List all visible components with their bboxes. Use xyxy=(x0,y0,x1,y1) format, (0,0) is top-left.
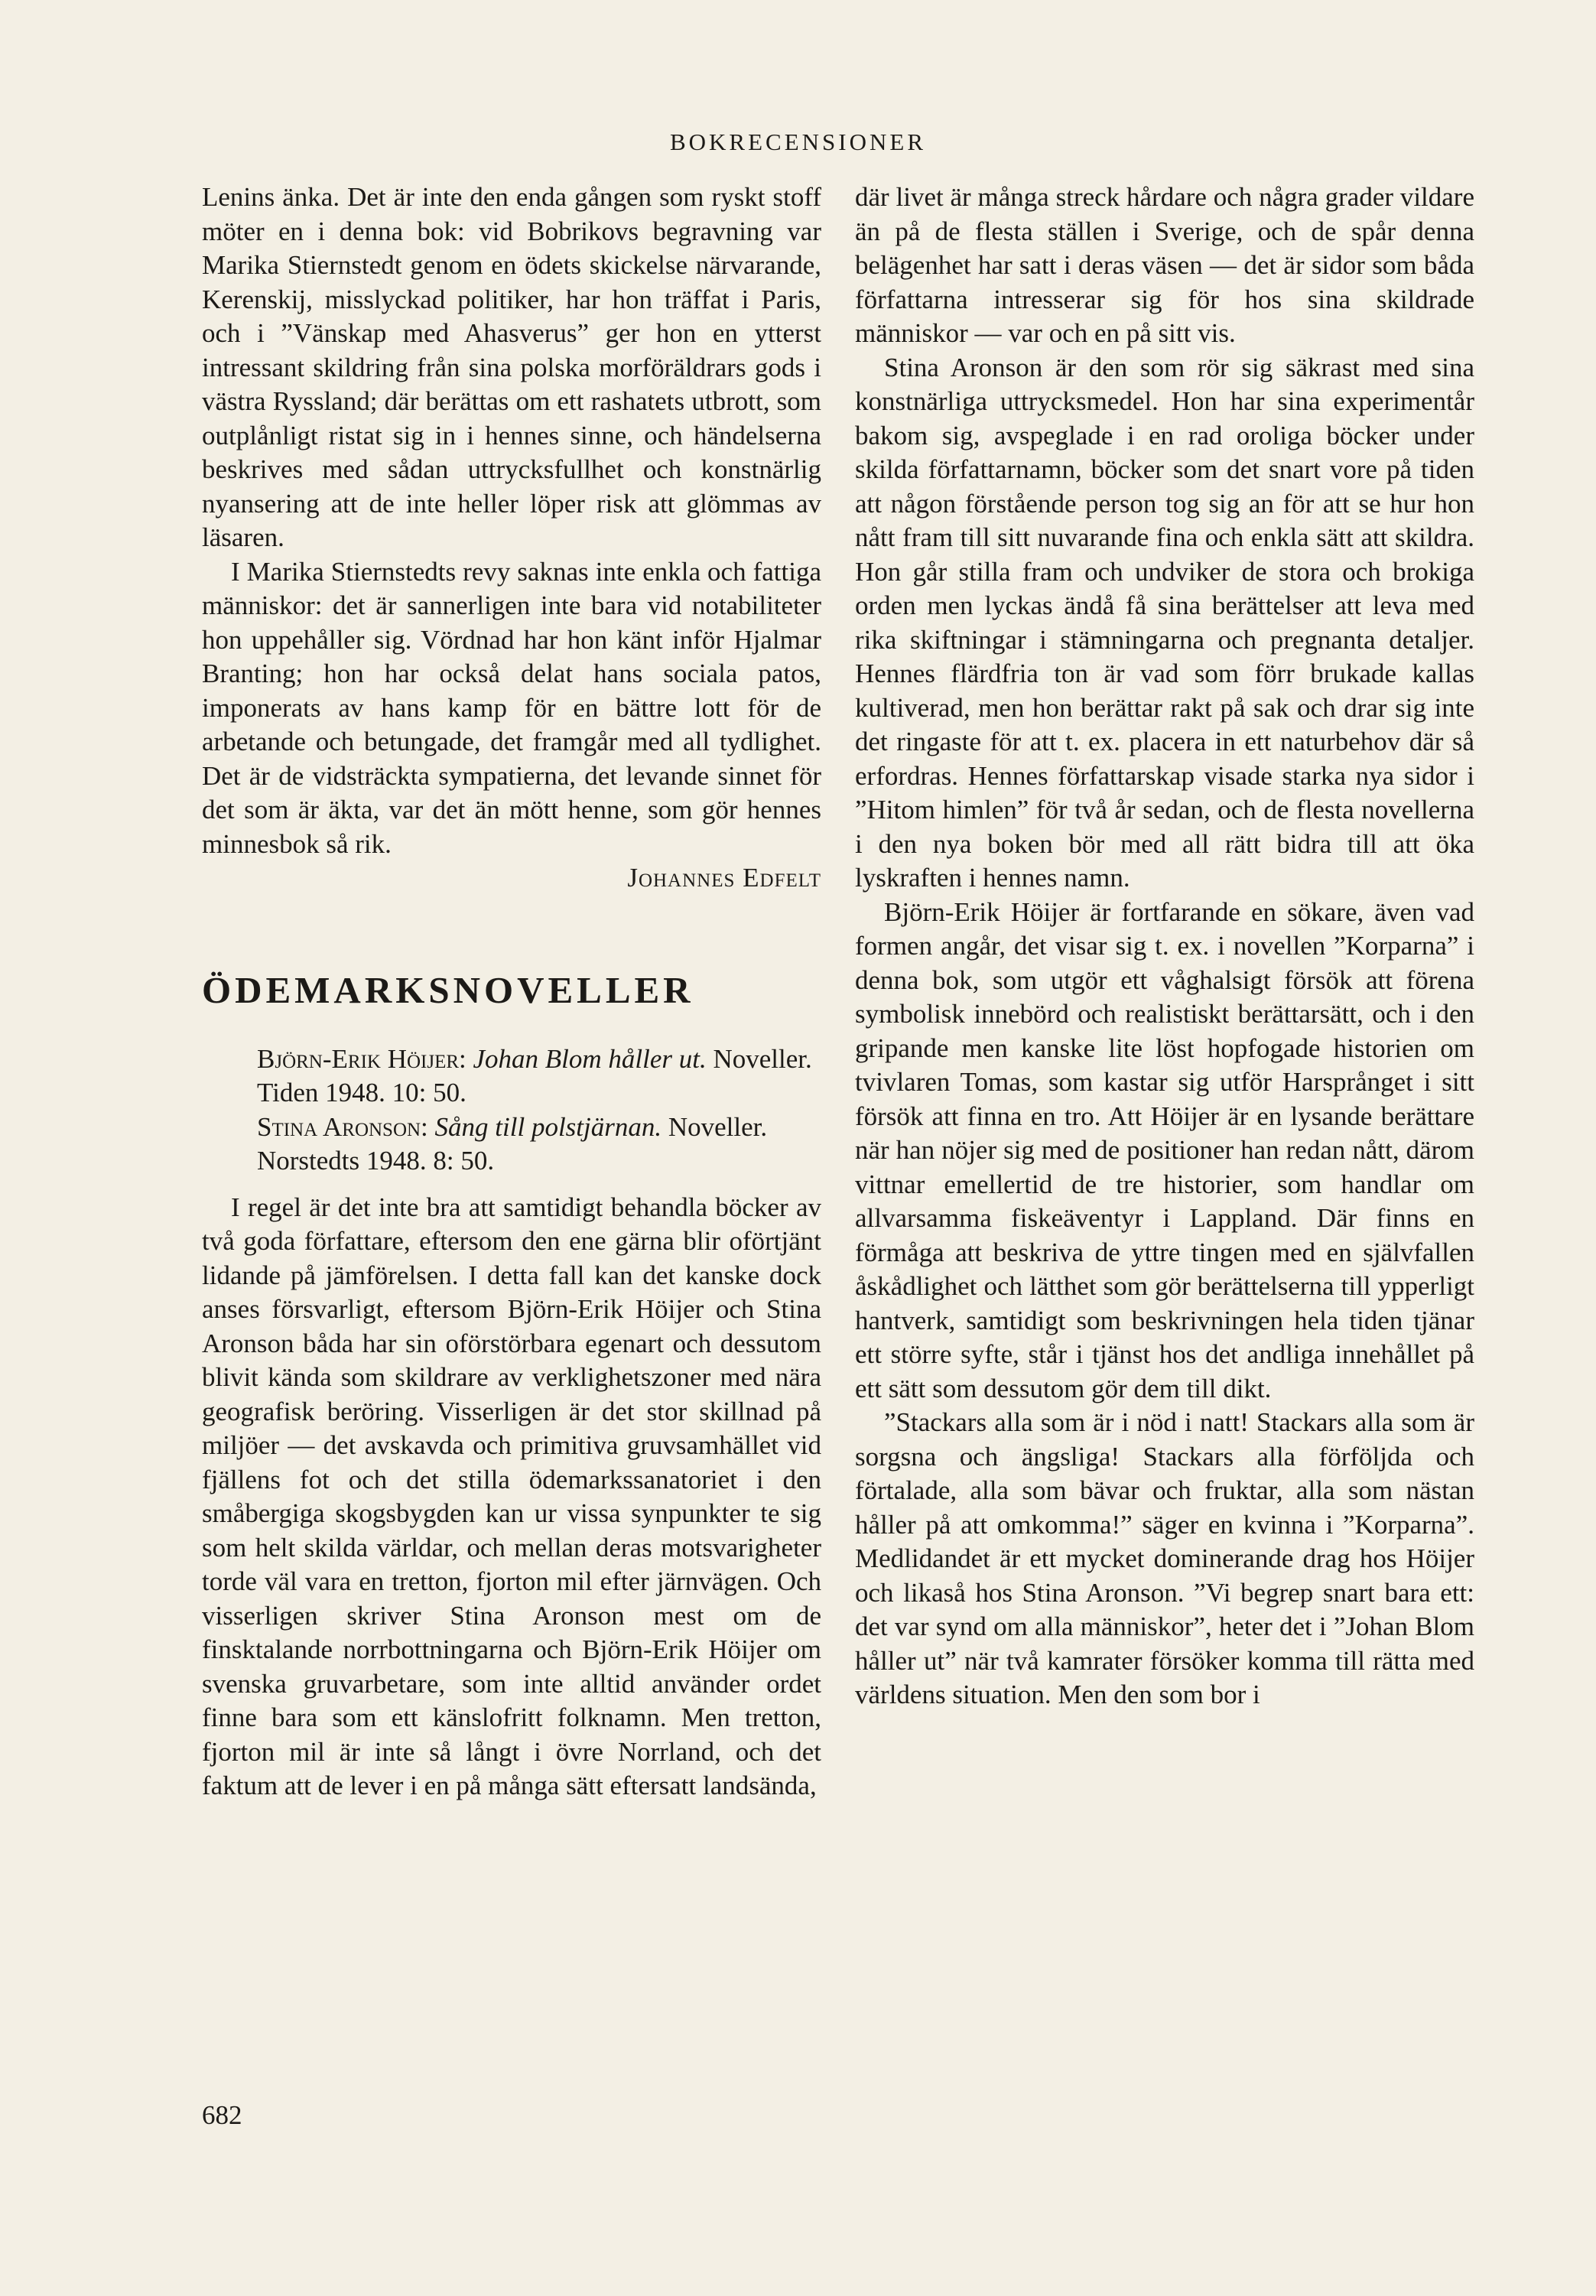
review-paragraph: där livet är många streck hårdare och några grader vildare än på de flesta ställen i Sverige, och de spår denna belägenhet har satt i deras väsen — det är sidor som båda författarna intresserar sig för hos sina skildrade människor — var och en på sitt vis. xyxy=(855,182,1474,348)
review-paragraph: I Marika Stiernstedts revy saknas inte enkla och fattiga människor: det är sannerligen inte bara vid notabiliteter hon uppehåller sig. Vördnad har hon känt inför Hjalmar Branting; hon har också delat hans sociala patos, imponerats av hans kamp för en bättre lott för de arbetande och betungade, det framgår med all tydlighet. Det är de vidsträckta sympatierna, det levande sinnet för det som är äkta, var det än mött henne, som gör hennes minnesbok så rik. xyxy=(202,556,821,859)
bibliography-entry xyxy=(202,1042,821,1111)
bib-book-title: Sång till polstjärnan. xyxy=(434,1111,662,1142)
review-paragraph: Björn-Erik Höijer är fortfarande en sökare, även vad formen angår, det visar sig t. ex. i novellen ”Korparna” i denna bok, som utgör ett våghalsigt försök att förena symbolisk innebörd och realistiskt berättarsätt, och i den gripande men kanske lite löst hopfogade historien om tvivlaren Tomas, som kastar sig utför Harsprånget i sitt försök att finna en tro. Att Höijer är en lysande berättare när han nöjer sig med de positioner han redan nått, därom vittnar emellertid de tre historier, som handlar om allvarsamma fiskeäventyr i Lappland. Där finns en förmåga att beskriva de yttre tingen med en självfallen åskådlighet och lätthet som gör berättelserna till ypperligt hantverk, samtidigt som beskrivningen hela tiden tjänar ett större syfte, står i tjänst hos det andliga innehållet på ett sätt som dessutom gör dem till dikt. xyxy=(855,896,1474,1403)
running-header: BOKRECENSIONER xyxy=(669,128,926,155)
bib-details: Noveller. Tiden 1948. 10: 50. xyxy=(257,1043,812,1107)
bib-author: Stina Aronson: xyxy=(257,1111,428,1142)
review-signature: Johannes Edfelt xyxy=(627,863,821,893)
review-paragraph: Stina Aronson är den som rör sig säkrast med sina konstnärliga uttrycksmedel. Hon har sina experimentår bakom sig, avspeglade i en rad oroliga böcker under skilda författarnamn, böcker som det snart vore på tiden att någon förstående person tog sig an för att se hur hon nått fram till sitt nuvarande fina och enkla sätt att skildra. Hon går stilla fram och undviker de stora och brokiga orden men lyckas ändå få sina berättelser att leva med rika skiftningar i stämningarna och pregnanta detaljer. Hennes flärdfria ton är vad som förr brukade kallas kultiverad, men hon berättar rakt på sak och drar sig inte det ringaste för att t. ex. placera in ett naturbehov där så erfordras. Hennes författarskap visade starka nya sidor i ”Hitom himlen” för två år sedan, och de flesta novellerna i den nya boken bör med all rätt bidra till att öka lyskraften i hennes namn. xyxy=(855,352,1474,893)
right-column xyxy=(855,180,1474,1712)
review-paragraph: Lenins änka. Det är inte den enda gången som ryskt stoff möter en i denna bok: vid Bobrikovs begravning var Marika Stiernstedt genom en ödets skickelse närvarande, Kerenskij, misslyckad politiker, har hon träffat i Paris, och i ”Vänskap med Ahasverus” ger hon en ytterst intressant skildring från sina polska morföräldrars gods i västra Ryssland; där berättas om ett rashatets utbrott, som outplånligt ristat sig in i hennes sinne, och händelserna beskrives med sådan uttrycksfullhet och konstnärlig nyansering att de inte heller löper risk att glömmas av läsaren. xyxy=(202,182,821,552)
bib-details: Noveller. Norstedts 1948. 8: 50. xyxy=(257,1111,768,1176)
bib-book-title: Johan Blom håller ut. xyxy=(473,1043,707,1074)
review-paragraph: I regel är det inte bra att samtidigt behandla böcker av två goda författare, eftersom den ene gärna blir oförtjänt lidande på jämförelsen. I detta fall kan det kanske dock anses försvarligt, eftersom Björn-Erik Höijer och Stina Aronson båda har sin oförstörbara egenart och dessutom blivit kända som skildrare av verklighetszoner med nära geografisk beröring. Visserligen är det stor skillnad på miljöer — det avskavda och primitiva gruvsamhället vid fjällens fot och det stilla ödemarkssanatoriet i den småbergiga skogsbygden kan ur vissa synpunkter te sig som helt skilda världar, och mellan deras motsvarigheter torde väl vara en tretton, fjorton mil efter järnvägen. Och visserligen skriver Stina Aronson mest om de finsktalande norrbottningarna och Björn-Erik Höijer om svenska gruvarbetare, som inte alltid använder ordet finne bara som ett känslofritt folknamn. Men tretton, fjorton mil är inte så långt i övre Norrland, och det faktum att de lever i en på många sätt eftersatt landsända, xyxy=(202,1192,821,1800)
review-paragraph: ”Stackars alla som är i nöd i natt! Stackars alla som är sorgsna och ängsliga! Stackars alla förföljda och förtalade, alla som bävar och fruktar, alla som nästan håller på att omkomma!” säger en kvinna i ”Korparna”. Medlidandet är ett mycket dominerande drag hos Höijer och likaså hos Stina Aronson. ”Vi begrep snart bara ett: det var synd om alla människor”, heter det i ”Johan Blom håller ut” när två kamrater försöker komma till rätta med världens situation. Men den som bor i xyxy=(855,1407,1474,1709)
left-column xyxy=(202,180,821,1803)
bib-author: Björn-Erik Höijer: xyxy=(257,1043,466,1074)
page-number: 682 xyxy=(202,2100,242,2130)
bibliography-entry xyxy=(202,1111,821,1179)
section-title: ÖDEMARKSNOVELLER xyxy=(202,968,694,1011)
